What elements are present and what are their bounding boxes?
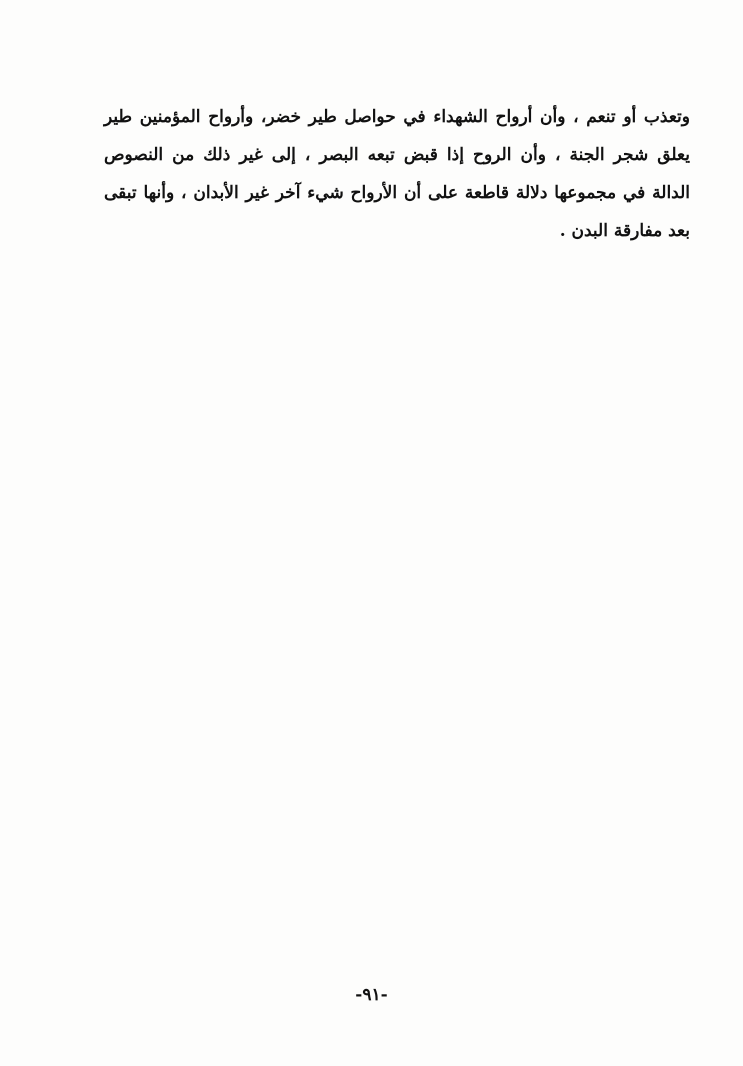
text-line: الدالة في مجموعها دلالة قاطعة على أن الأرواح شيء آخر غير الأبدان ، وأنها تبقى	[104, 183, 690, 203]
text-line: وتعذب أو تنعم ، وأن أرواح الشهداء في حواصل طير خضر، وأرواح المؤمنين طير	[104, 107, 690, 127]
text-line: يعلق شجر الجنة ، وأن الروح إذا قبض تبعه البصر ، إلى غير ذلك من النصوص	[104, 145, 690, 165]
text-line: بعد مفارقة البدن .	[559, 221, 690, 241]
body-text	[104, 98, 690, 250]
page-number: -٩١-	[355, 985, 388, 1005]
